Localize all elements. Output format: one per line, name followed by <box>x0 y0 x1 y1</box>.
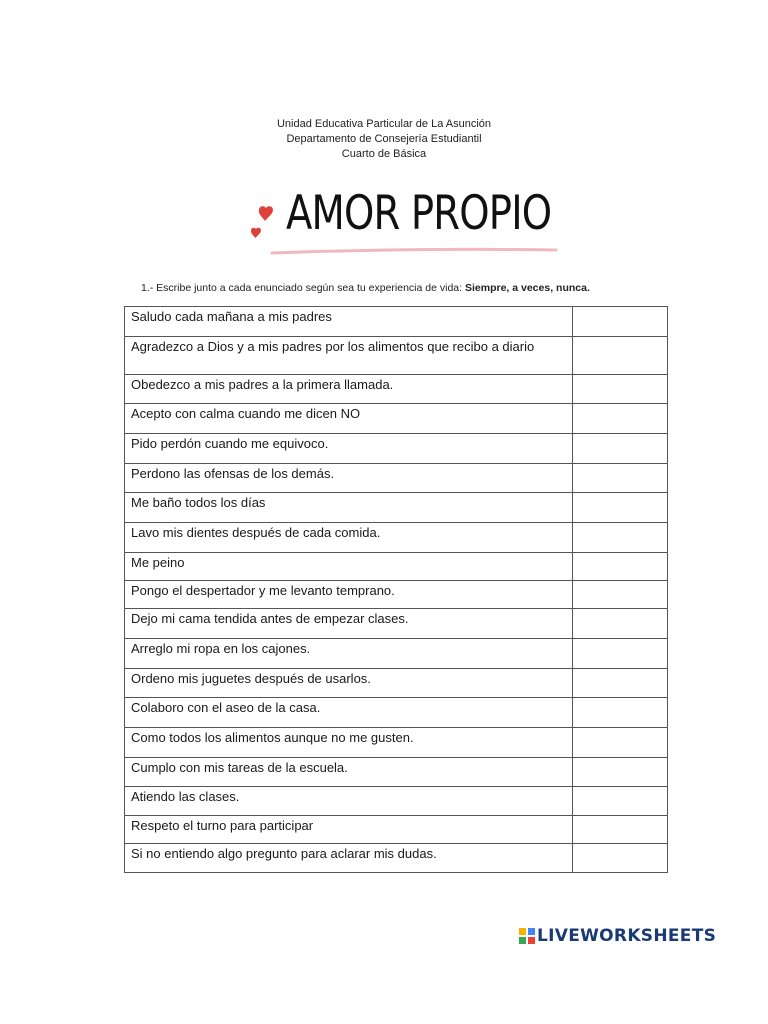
statement-cell: Colaboro con el aseo de la casa. <box>125 698 573 728</box>
table-row <box>125 639 668 669</box>
statement-cell: Cumplo con mis tareas de la escuela. <box>125 758 573 787</box>
self-assessment-table <box>124 306 668 873</box>
answer-cell <box>572 698 667 728</box>
answer-cell <box>572 523 667 553</box>
statement-cell: Agradezco a Dios y a mis padres por los alimentos que recibo a diario <box>125 337 573 375</box>
title-underline <box>270 246 558 256</box>
answer-input[interactable] <box>573 308 667 324</box>
heart-icon <box>246 204 276 244</box>
statement-cell: Obedezco a mis padres a la primera llamada. <box>125 375 573 404</box>
answer-input[interactable] <box>573 759 667 775</box>
grade-level: Cuarto de Básica <box>341 148 427 160</box>
table-row <box>125 464 668 493</box>
statement-cell: Saludo cada mañana a mis padres <box>125 307 573 337</box>
table-row <box>125 698 668 728</box>
statement-cell: Dejo mi cama tendida antes de empezar clases. <box>125 609 573 639</box>
table-row <box>125 553 668 581</box>
table-row <box>125 581 668 609</box>
statement-cell: Me baño todos los días <box>125 493 573 523</box>
statement-cell: Pongo el despertador y me levanto temprano. <box>125 581 573 609</box>
table-row <box>125 609 668 639</box>
answer-cell <box>572 787 667 816</box>
answer-input[interactable] <box>573 494 667 510</box>
statement-cell: Arreglo mi ropa en los cajones. <box>125 639 573 669</box>
table-row <box>125 844 668 873</box>
table-row <box>125 816 668 844</box>
answer-cell <box>572 307 667 337</box>
brand-name: LIVEWORKSHEETS <box>537 926 717 946</box>
instruction-suffix: . <box>586 282 590 294</box>
table-row <box>125 493 668 523</box>
answer-input[interactable] <box>573 524 667 540</box>
answer-input[interactable] <box>573 699 667 715</box>
answer-cell <box>572 493 667 523</box>
answer-input[interactable] <box>573 376 667 392</box>
title-block <box>240 182 570 268</box>
answer-cell <box>572 434 667 464</box>
table-row <box>125 337 668 375</box>
table-row <box>125 404 668 434</box>
school-header <box>0 117 768 162</box>
answer-cell <box>572 464 667 493</box>
instruction-text <box>141 282 590 294</box>
answer-cell <box>572 669 667 698</box>
page-title: AMOR PROPIO <box>286 186 552 241</box>
table-row <box>125 307 668 337</box>
department-name: Departamento de Consejería Estudiantil <box>286 133 482 145</box>
statement-cell: Si no entiendo algo pregunto para aclarar mis dudas. <box>125 844 573 873</box>
answer-cell <box>572 404 667 434</box>
answer-cell <box>572 728 667 758</box>
table-row <box>125 375 668 404</box>
answer-cell <box>572 758 667 787</box>
answer-input[interactable] <box>573 670 667 686</box>
answer-input[interactable] <box>573 788 667 804</box>
answer-cell <box>572 844 667 873</box>
answer-input[interactable] <box>573 640 667 656</box>
answer-cell <box>572 553 667 581</box>
answer-input[interactable] <box>573 435 667 451</box>
statement-cell: Acepto con calma cuando me dicen NO <box>125 404 573 434</box>
answer-input[interactable] <box>573 465 667 481</box>
answer-cell <box>572 639 667 669</box>
statement-cell: Atiendo las clases. <box>125 787 573 816</box>
answer-cell <box>572 609 667 639</box>
table-row <box>125 523 668 553</box>
liveworksheets-brand <box>519 925 716 947</box>
answer-input[interactable] <box>573 845 667 861</box>
table-row <box>125 434 668 464</box>
answer-input[interactable] <box>573 405 667 421</box>
statement-cell: Pido perdón cuando me equivoco. <box>125 434 573 464</box>
table-row <box>125 758 668 787</box>
table-row <box>125 669 668 698</box>
school-name: Unidad Educativa Particular de La Asunción <box>276 118 492 130</box>
table-row <box>125 728 668 758</box>
answer-input[interactable] <box>573 729 667 745</box>
statement-cell: Como todos los alimentos aunque no me gusten. <box>125 728 573 758</box>
instruction-prefix: 1.- Escribe junto a cada enunciado según sea tu experiencia de vida: <box>141 282 465 294</box>
answer-cell <box>572 375 667 404</box>
statement-cell: Ordeno mis juguetes después de usarlos. <box>125 669 573 698</box>
answer-input[interactable] <box>573 554 667 570</box>
answer-input[interactable] <box>573 338 667 354</box>
answer-cell <box>572 581 667 609</box>
answer-input[interactable] <box>573 610 667 626</box>
table-row <box>125 787 668 816</box>
statement-cell: Lavo mis dientes después de cada comida. <box>125 523 573 553</box>
answer-cell <box>572 337 667 375</box>
statement-cell: Me peino <box>125 553 573 581</box>
statement-cell: Perdono las ofensas de los demás. <box>125 464 573 493</box>
answer-input[interactable] <box>573 582 667 598</box>
instruction-options: Siempre, a veces, nunca <box>464 282 587 294</box>
answer-input[interactable] <box>573 817 667 833</box>
answer-cell <box>572 816 667 844</box>
statement-cell: Respeto el turno para participar <box>125 816 573 844</box>
liveworksheets-logo-icon <box>519 928 535 944</box>
